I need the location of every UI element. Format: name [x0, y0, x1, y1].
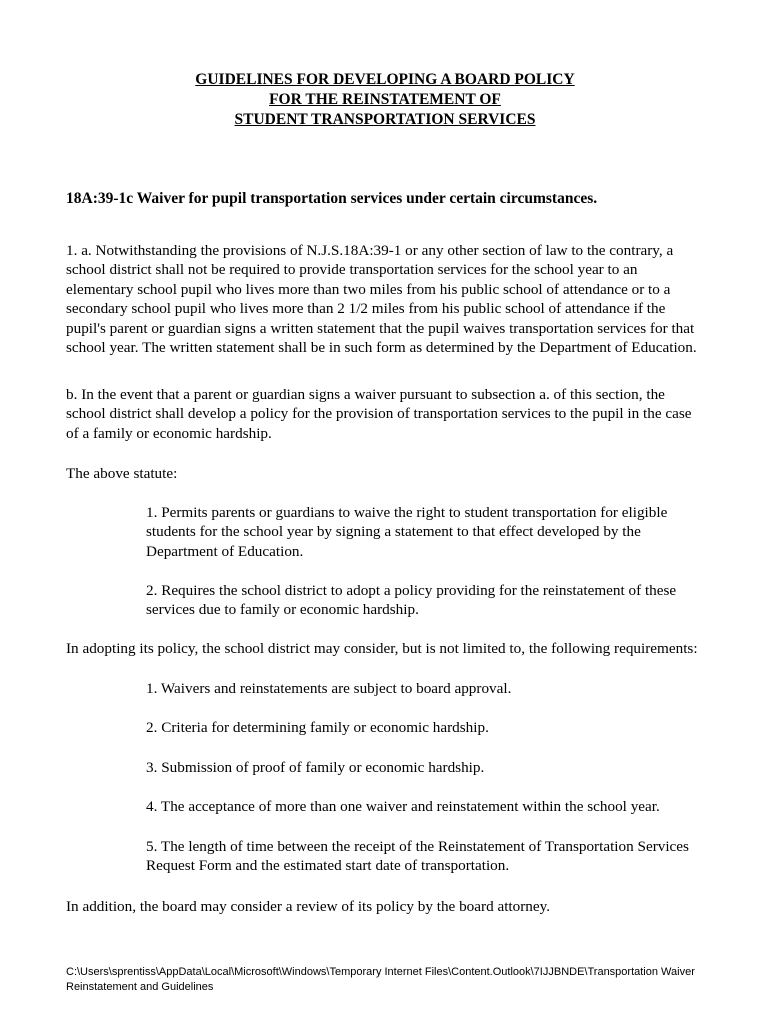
statute-point-1: 1. Permits parents or guardians to waive the right to student transportation for eligible students for the school year by signing a statement to that effect developed by the Department of Education. [146, 504, 668, 560]
title-line-3: STUDENT TRANSPORTATION SERVICES [234, 111, 536, 128]
closing-statement: In addition, the board may consider a review of its policy by the board attorney. [66, 898, 551, 915]
statute-heading: 18A:39-1c Waiver for pupil transportation services under certain circumstances. [66, 190, 598, 207]
statute-subsection-b: b. In the event that a parent or guardian signs a waiver pursuant to subsection a. of this section, the school district shall develop a policy for the provision of transportation services to the pupil in the case of a family or economic hardship. [66, 386, 692, 442]
statute-point-2: 2. Requires the school district to adopt a policy providing for the reinstatement of these services due to family or economic hardship. [146, 582, 677, 619]
requirement-item-4: 4. The acceptance of more than one waiver and reinstatement within the school year. [146, 798, 660, 815]
requirement-item-2: 2. Criteria for determining family or economic hardship. [146, 719, 489, 736]
document-title [0, 70, 770, 130]
requirement-item-3: 3. Submission of proof of family or economic hardship. [146, 759, 485, 776]
requirements-intro: In adopting its policy, the school district may consider, but is not limited to, the following requirements: [66, 640, 698, 657]
title-line-2: FOR THE REINSTATEMENT OF [269, 91, 501, 108]
footer-file-path: C:\Users\sprentiss\AppData\Local\Microsoft\Windows\Temporary Internet Files\Content.Outlook\7IJJBNDE\Transportation Waiver Reinstatement and Guidelines [66, 966, 695, 993]
statute-subsection-a: 1. a. Notwithstanding the provisions of N.J.S.18A:39-1 or any other section of law to the contrary, a school district shall not be required to provide transportation services for the school year to an elementary school pupil who lives more than two miles from his public school of attendance or to a secondary school pupil who lives more than 2 1/2 miles from his public school of attendance if the pupil's parent or guardian signs a written statement that the pupil waives transportation services for that school year. The written statement shall be in such form as determined by the Department of Education. [66, 242, 697, 357]
title-line-1: GUIDELINES FOR DEVELOPING A BOARD POLICY [195, 71, 575, 88]
statute-intro: The above statute: [66, 465, 178, 482]
requirement-item-1: 1. Waivers and reinstatements are subject to board approval. [146, 680, 512, 697]
requirement-item-5: 5. The length of time between the receipt of the Reinstatement of Transportation Services Request Form and the estimated start date of transportation. [146, 838, 689, 875]
